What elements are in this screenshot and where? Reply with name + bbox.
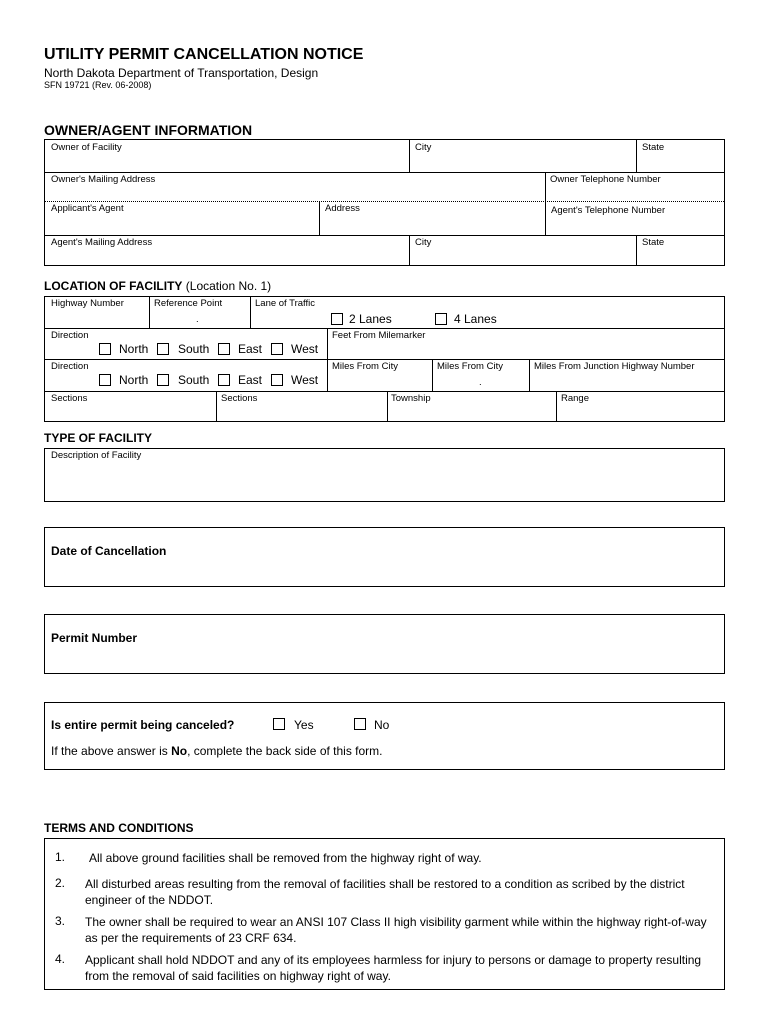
yes-label: Yes	[294, 718, 314, 732]
cancel-note	[51, 744, 383, 758]
owners-mailing-address-label: Owner's Mailing Address	[51, 174, 156, 185]
cancel-note-bold: No	[171, 744, 188, 758]
form-subtitle: North Dakota Department of Transportation, Design	[44, 66, 319, 80]
term-text: Applicant shall hold NDDOT and any of its employees harmless for injury to persons or damage to property resulting from the removal of said facilities on highway right of way.	[85, 953, 702, 983]
owner-city-label: City	[415, 142, 432, 153]
divider	[149, 297, 150, 328]
agent-state-label: State	[642, 237, 665, 248]
direction-label: Direction	[51, 330, 89, 341]
east2-checkbox[interactable]	[218, 374, 230, 386]
owner-state-field[interactable]	[642, 155, 720, 169]
miles-from-junction-label: Miles From Junction Highway Number	[534, 361, 695, 372]
permit-number-field[interactable]	[155, 630, 715, 646]
date-of-cancellation-field[interactable]	[185, 543, 715, 559]
term-number: 2.	[55, 876, 66, 890]
date-of-cancellation-box	[44, 527, 725, 587]
divider	[327, 328, 328, 391]
miles-from-city2-dot: .	[479, 377, 482, 388]
no-label: No	[374, 718, 390, 732]
divider	[409, 140, 410, 172]
term-number: 4.	[55, 952, 66, 966]
cancel-question-label: Is entire permit being canceled?	[51, 718, 235, 732]
term-text: The owner shall be required to wear an ANSI 107 Class II high visibility garment while within the highway right-of-way as per the requirements of 23 CRF 634.	[85, 915, 707, 945]
term-text: All disturbed areas resulting from the removal of facilities shall be restored to a condition as scribed by the district engineer of the NDDOT.	[85, 877, 685, 907]
owner-agent-heading: OWNER/AGENT INFORMATION	[44, 122, 253, 138]
description-of-facility-label: Description of Facility	[51, 450, 142, 461]
south-checkbox[interactable]	[157, 343, 169, 355]
miles-from-city-label: Miles From City	[332, 361, 398, 372]
term-text: All above ground facilities shall be removed from the highway right of way.	[89, 851, 482, 865]
agents-telephone-field[interactable]	[551, 218, 721, 232]
lane-of-traffic-label: Lane of Traffic	[255, 298, 316, 309]
terms-heading: TERMS AND CONDITIONS	[44, 821, 194, 835]
divider	[319, 201, 320, 235]
date-of-cancellation-label: Date of Cancellation	[51, 544, 167, 558]
reference-point-label: Reference Point	[154, 298, 223, 309]
west-label: West	[291, 342, 319, 356]
east-label: East	[238, 342, 263, 356]
type-of-facility-heading: TYPE OF FACILITY	[44, 431, 153, 445]
divider	[432, 359, 433, 391]
range-label: Range	[561, 393, 589, 404]
location-heading-text: LOCATION OF FACILITY	[44, 279, 183, 293]
owner-agent-box	[44, 139, 725, 266]
south2-checkbox[interactable]	[157, 374, 169, 386]
divider	[45, 172, 724, 173]
agent-city-label: City	[415, 237, 432, 248]
agents-mailing-address-label: Agent's Mailing Address	[51, 237, 153, 248]
owner-telephone-label: Owner Telephone Number	[550, 174, 661, 185]
type-of-facility-box	[44, 448, 725, 502]
sections-label: Sections	[51, 393, 88, 404]
north-label: North	[119, 342, 149, 356]
south2-label: South	[178, 373, 210, 387]
applicants-agent-field[interactable]	[51, 217, 313, 231]
feet-from-milemarker-label: Feet From Milemarker	[332, 330, 426, 341]
yes-checkbox[interactable]	[273, 718, 285, 730]
reference-point-dot: .	[196, 314, 199, 325]
divider	[636, 140, 637, 172]
divider	[45, 359, 724, 360]
agent-address-field[interactable]	[325, 217, 539, 231]
form-title: UTILITY PERMIT CANCELLATION NOTICE	[44, 46, 364, 63]
sections2-label: Sections	[221, 393, 258, 404]
owner-telephone-field[interactable]	[550, 186, 720, 200]
divider	[45, 328, 724, 329]
divider	[636, 235, 637, 266]
divider	[45, 201, 724, 202]
agent-address-label: Address	[325, 203, 360, 214]
west-checkbox[interactable]	[271, 343, 283, 355]
north-checkbox[interactable]	[99, 343, 111, 355]
west2-label: West	[291, 373, 319, 387]
north2-checkbox[interactable]	[99, 374, 111, 386]
agent-state-field[interactable]	[642, 250, 720, 264]
divider	[45, 391, 724, 392]
term-number: 3.	[55, 914, 66, 928]
owner-state-label: State	[642, 142, 665, 153]
west2-checkbox[interactable]	[271, 374, 283, 386]
divider	[216, 391, 217, 422]
east-checkbox[interactable]	[218, 343, 230, 355]
divider	[409, 235, 410, 266]
direction2-label: Direction	[51, 361, 89, 372]
location-heading	[44, 279, 271, 293]
permit-number-box	[44, 614, 725, 674]
divider	[529, 359, 530, 391]
township-label: Township	[391, 393, 431, 404]
divider	[545, 172, 546, 235]
applicants-agent-label: Applicant's Agent	[51, 203, 124, 214]
two-lanes-label: 2 Lanes	[349, 312, 392, 326]
two-lanes-checkbox[interactable]	[331, 313, 343, 325]
cancel-note-prefix: If the above answer is	[51, 744, 172, 758]
form-id: SFN 19721 (Rev. 06-2008)	[44, 80, 152, 90]
terms-box	[44, 838, 725, 990]
agent-city-field[interactable]	[415, 250, 630, 264]
east2-label: East	[238, 373, 263, 387]
divider	[556, 391, 557, 422]
divider	[45, 235, 724, 236]
cancel-note-suffix: , complete the back side of this form.	[187, 744, 383, 758]
description-of-facility-field[interactable]	[51, 463, 720, 501]
highway-number-label: Highway Number	[51, 298, 124, 309]
north2-label: North	[119, 373, 149, 387]
divider	[250, 297, 251, 328]
owner-city-field[interactable]	[415, 155, 630, 169]
owner-of-facility-label: Owner of Facility	[51, 142, 122, 153]
four-lanes-label: 4 Lanes	[454, 312, 497, 326]
term-number: 1.	[55, 850, 66, 864]
location-box	[44, 296, 725, 422]
cancel-question-box	[44, 702, 725, 770]
owner-of-facility-field[interactable]	[51, 155, 401, 169]
divider	[387, 391, 388, 422]
permit-number-label: Permit Number	[51, 631, 138, 645]
south-label: South	[178, 342, 210, 356]
agents-telephone-label: Agent's Telephone Number	[551, 205, 666, 216]
owners-mailing-address-field[interactable]	[51, 186, 539, 200]
miles-from-city2-label: Miles From City	[437, 361, 503, 372]
four-lanes-checkbox[interactable]	[435, 313, 447, 325]
location-heading-suffix: (Location No. 1)	[185, 279, 272, 293]
agents-mailing-address-field[interactable]	[51, 250, 401, 264]
no-checkbox[interactable]	[354, 718, 366, 730]
